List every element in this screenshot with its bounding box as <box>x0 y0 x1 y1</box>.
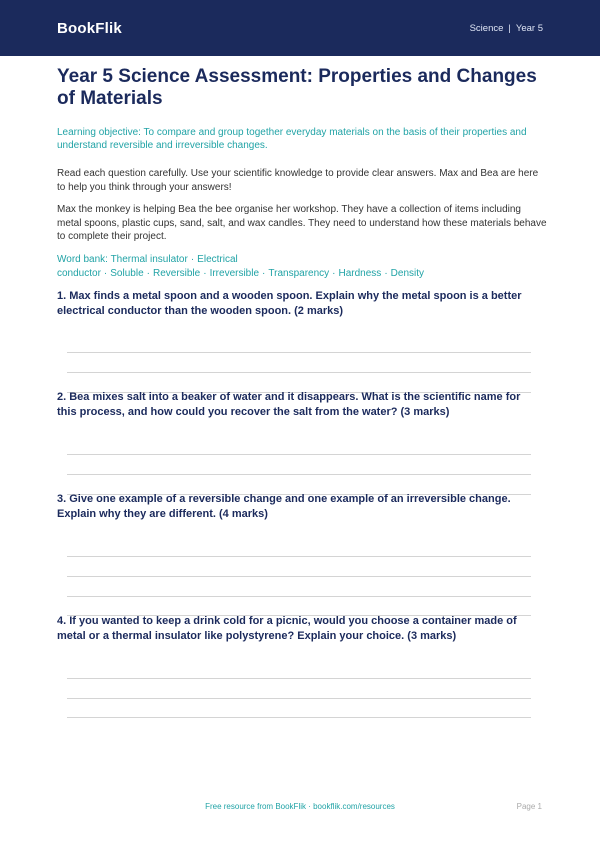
word-bank <box>57 253 547 281</box>
intro-section <box>57 66 547 281</box>
word-separator: · <box>190 253 195 265</box>
question-4 <box>57 614 532 644</box>
page-title: Year 5 Science Assessment: Properties and Changes of Materials <box>57 66 537 109</box>
word-separator: · <box>203 267 207 279</box>
answer-line[interactable] <box>67 474 531 475</box>
learning-objective: Learning objective: To compare and group together everyday materials on the basis of their properties and understand reversible and irreversible changes. <box>57 127 527 151</box>
intro-text: Read each question carefully. Use your scientific knowledge to provide clear answers. Max and Bea are here to help you think through your answers! <box>57 168 539 193</box>
answer-line[interactable] <box>67 454 531 455</box>
answer-line[interactable] <box>67 717 531 718</box>
word-separator: · <box>384 267 388 279</box>
answer-line[interactable] <box>67 372 531 373</box>
word-bank-item: Electrical conductor <box>57 253 238 279</box>
question-1 <box>57 289 532 319</box>
year-label: Year 5 <box>515 22 543 34</box>
word-bank-item: Thermal insulator <box>110 253 188 265</box>
word-separator: · <box>146 267 150 279</box>
answer-line[interactable] <box>67 678 531 679</box>
subject-separator: | <box>508 22 511 34</box>
answer-line[interactable] <box>67 352 531 353</box>
answer-line[interactable] <box>67 596 531 597</box>
word-bank-item: Irreversible <box>209 267 260 279</box>
answer-line[interactable] <box>67 576 531 577</box>
word-separator: · <box>103 267 108 279</box>
answer-line[interactable] <box>67 698 531 699</box>
question-text: 4. If you wanted to keep a drink cold for a picnic, would you choose a container made of metal or a thermal insulator like polystyrene? Explain your choice. (3 marks) <box>57 615 517 642</box>
page-number: Page 1 <box>516 802 542 811</box>
scenario-text: Max the monkey is helping Bea the bee organise her workshop. They have a collection of items including metal spoons, plastic cups, sand, salt, and wax candles. They need to understand how these materials behave to complete their project. <box>57 204 547 242</box>
footer-link[interactable]: Free resource from BookFlik · bookflik.com/resources <box>205 802 395 811</box>
brand-logo[interactable]: BookFlik <box>57 19 122 37</box>
word-bank-item: Hardness <box>338 267 382 279</box>
question-2 <box>57 390 532 420</box>
subject-name: Science <box>469 22 504 34</box>
word-bank-item: Density <box>390 267 425 279</box>
word-bank-item: Soluble <box>110 267 144 279</box>
question-text: 1. Max finds a metal spoon and a wooden spoon. Explain why the metal spoon is a better electrical conductor than the wooden spoon. (2 marks) <box>57 290 522 317</box>
subject-label <box>470 23 543 34</box>
answer-line[interactable] <box>67 556 531 557</box>
question-3 <box>57 492 532 522</box>
word-bank-item: Reversible <box>152 267 201 279</box>
header-bar <box>0 0 600 56</box>
word-separator: · <box>332 267 336 279</box>
question-text: 2. Bea mixes salt into a beaker of water and it disappears. What is the scientific name for this process, and how could you recover the salt from the water? (3 marks) <box>57 391 521 418</box>
question-text: 3. Give one example of a reversible change and one example of an irreversible change. Explain why they are different. (4 marks) <box>57 493 511 520</box>
word-bank-item: Transparency <box>268 267 330 279</box>
word-bank-label: Word bank: <box>57 253 108 265</box>
word-separator: · <box>262 267 266 279</box>
